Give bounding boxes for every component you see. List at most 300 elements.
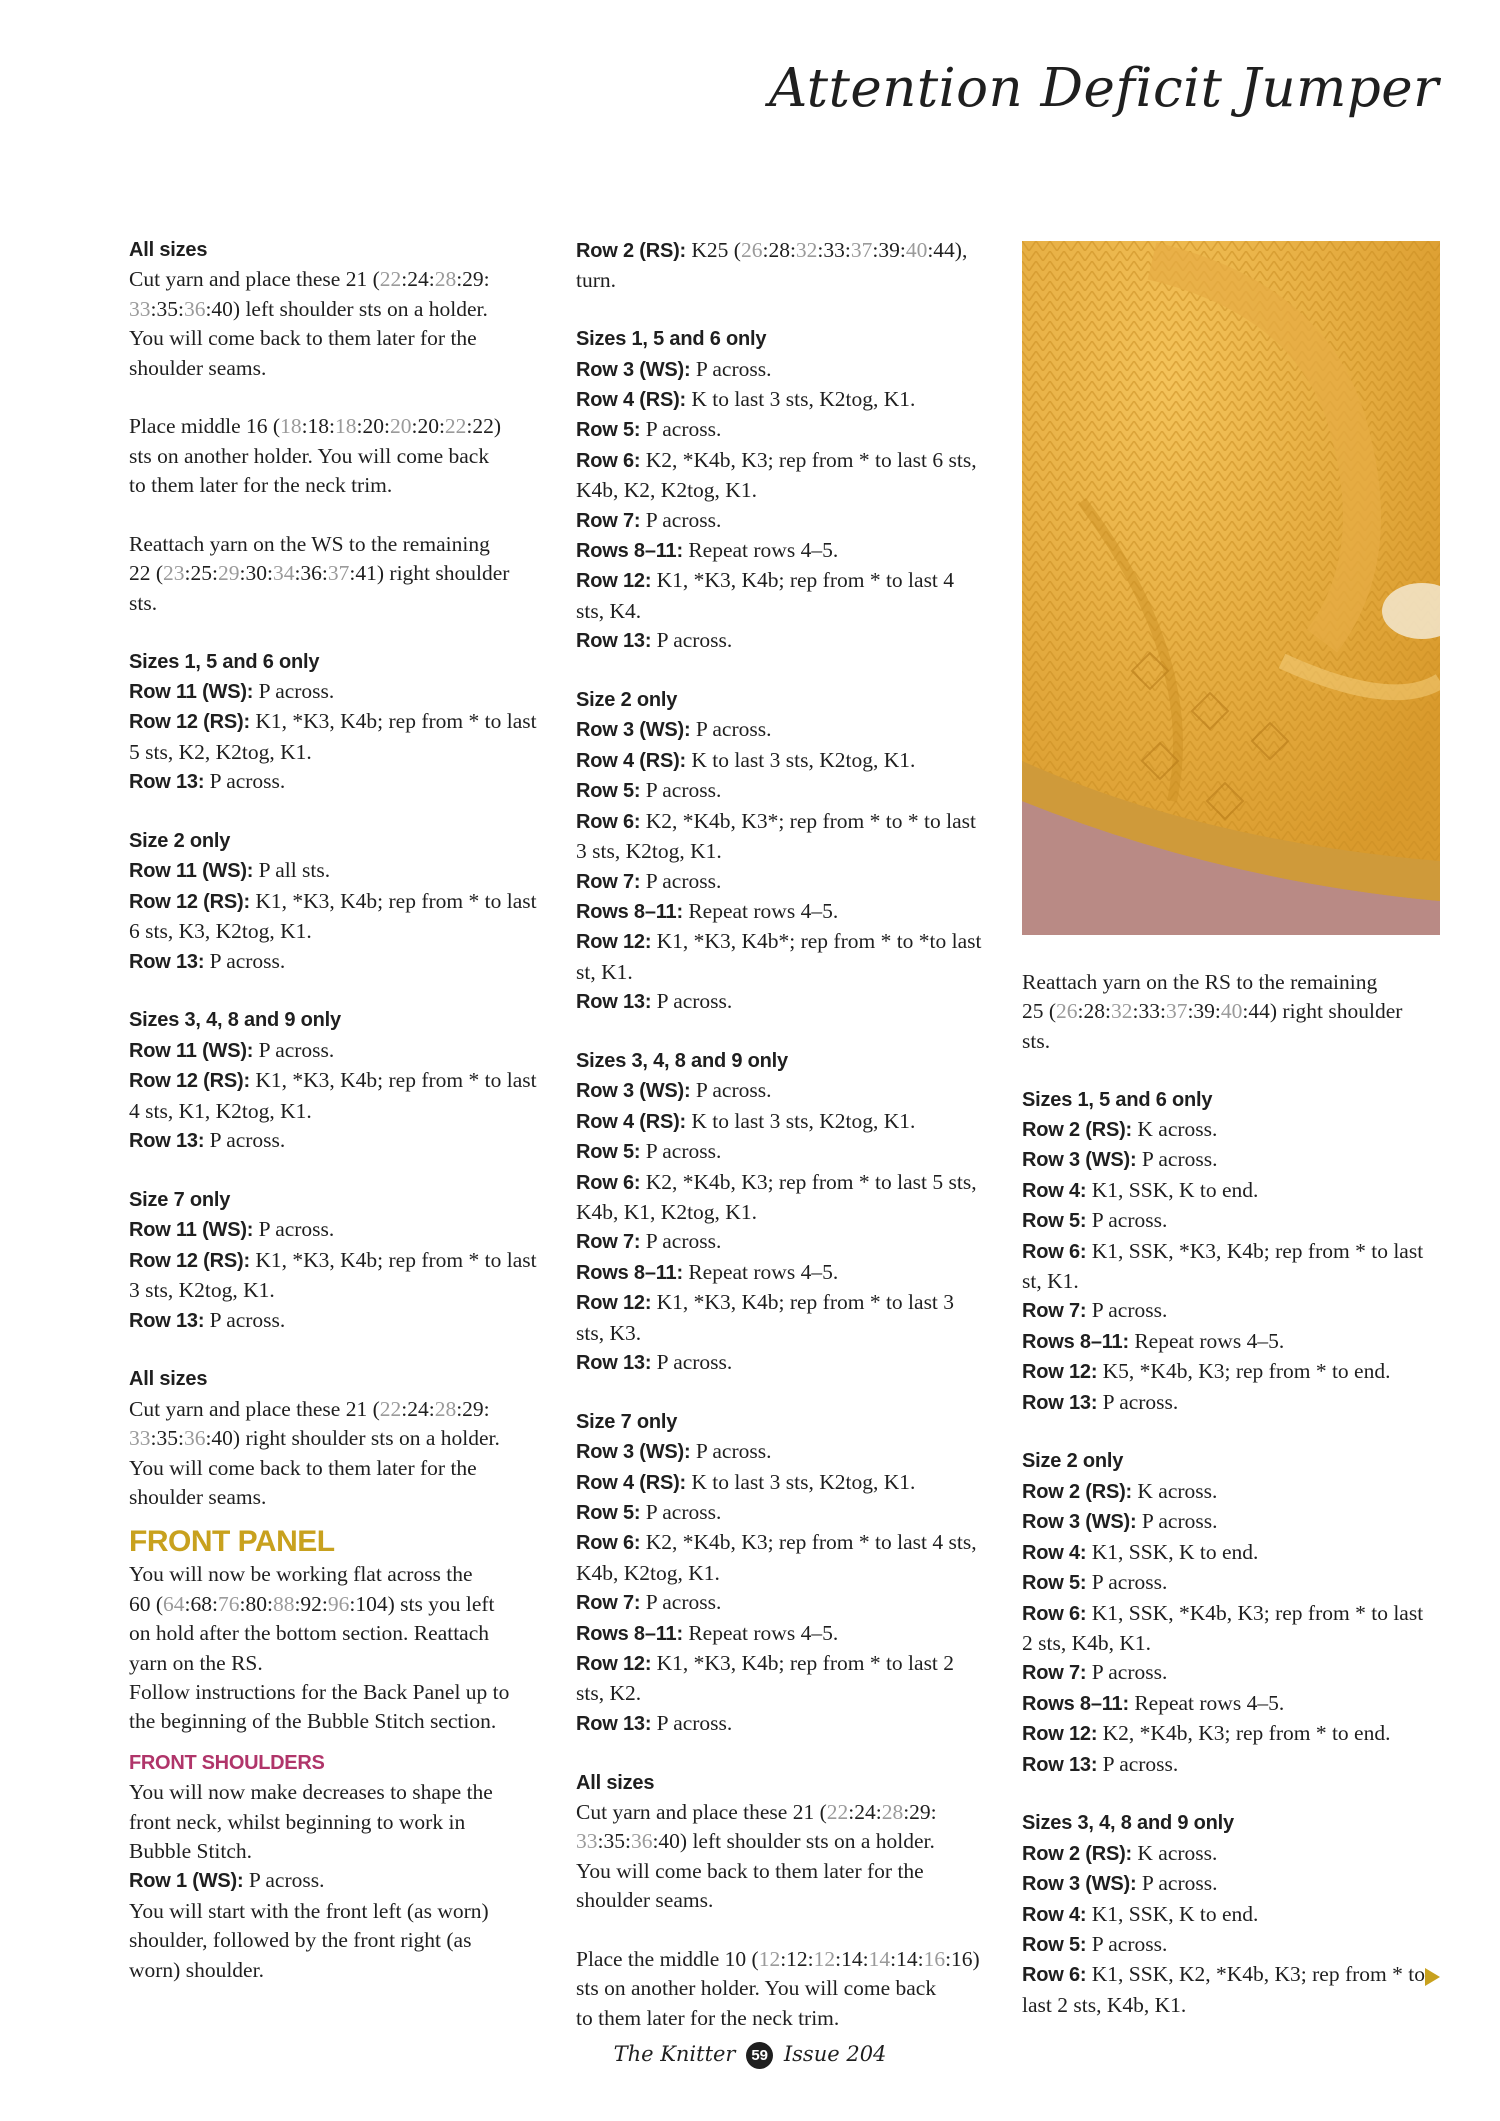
row-label: Row 13:	[576, 1351, 652, 1374]
instruction-text: P across.	[204, 769, 286, 794]
pattern-line	[576, 1559, 1006, 1588]
pattern-block	[576, 1408, 1006, 1739]
page-title: Attention Deficit Jumper	[768, 58, 1439, 119]
pattern-line	[1022, 1568, 1452, 1598]
size-value: 33	[576, 1829, 598, 1854]
pattern-line	[129, 707, 559, 737]
pattern-line	[576, 2004, 1006, 2033]
instruction-text: 3 sts, K2tog, K1.	[576, 839, 722, 864]
size-heading: Sizes 1, 5 and 6 only	[1022, 1088, 1213, 1111]
pattern-line	[1022, 1719, 1452, 1749]
instruction-text: K4b, K2, K2tog, K1.	[576, 478, 757, 503]
row-label: Row 12 (RS):	[129, 711, 250, 734]
instruction-text: P across.	[1136, 1509, 1218, 1534]
row-label: Row 11 (WS):	[129, 1039, 254, 1062]
row-label: Row 3 (WS):	[576, 358, 691, 381]
pattern-line	[1022, 1869, 1452, 1899]
instruction-text: Repeat rows 4–5.	[682, 1620, 839, 1645]
pattern-line	[576, 1468, 1006, 1498]
row-label: Row 5:	[1022, 1933, 1087, 1956]
instruction-text: :24:	[401, 267, 435, 292]
instruction-text: You will come back to them later for the	[129, 1455, 477, 1480]
instruction-text: :18:	[301, 414, 336, 439]
pattern-line	[1022, 1900, 1452, 1930]
row-label: Rows 8–11:	[576, 540, 683, 563]
instruction-text: K to last 3 sts, K2tog, K1.	[686, 387, 916, 412]
instruction-text: :40) left shoulder sts on a holder.	[205, 296, 488, 321]
instruction-text: P across.	[640, 1590, 722, 1615]
pattern-line	[576, 1886, 1006, 1915]
instruction-text: P across.	[651, 1710, 733, 1735]
row-label: Row 13:	[129, 771, 205, 794]
size-value: 26	[740, 238, 763, 262]
pattern-line	[576, 597, 1006, 626]
instruction-text: K2, *K4b, K3; rep from * to end.	[1097, 1721, 1391, 1746]
instruction-text: P across.	[1086, 1570, 1168, 1595]
instruction-text: sts.	[1022, 1028, 1051, 1053]
instruction-text: Reattach yarn on the WS to the remaining	[129, 532, 490, 557]
pattern-line	[576, 1498, 1006, 1528]
row-label: Row 13:	[129, 1309, 205, 1332]
size-value: 96	[327, 1591, 350, 1616]
row-label: Row 4 (RS):	[576, 749, 687, 772]
instruction-text: :44) right shoulder	[1242, 999, 1403, 1024]
pattern-block	[576, 325, 1006, 656]
pattern-line	[576, 1168, 1006, 1198]
row-label: Row 12:	[1022, 1723, 1098, 1746]
instruction-text: 22 (	[129, 561, 164, 586]
row-label: Row 6:	[576, 449, 641, 472]
instruction-text: P across.	[640, 868, 722, 893]
size-value: 16	[923, 1947, 946, 1972]
instruction-text: shoulder seams.	[129, 1484, 267, 1509]
size-value: 14	[868, 1947, 891, 1972]
instruction-text: Place middle 16 (	[129, 414, 281, 439]
pattern-line	[576, 807, 1006, 837]
size-heading: Sizes 3, 4, 8 and 9 only	[1022, 1812, 1234, 1835]
size-value: 22	[444, 414, 467, 439]
row-label: Row 6:	[576, 1171, 641, 1194]
pattern-line	[129, 1395, 559, 1424]
pattern-line	[576, 1198, 1006, 1227]
pattern-line	[129, 947, 559, 977]
pattern-line	[129, 767, 559, 797]
row-label: Row 7:	[576, 509, 641, 532]
size-heading: Sizes 1, 5 and 6 only	[129, 650, 320, 673]
instruction-text: 60 (	[129, 1591, 164, 1616]
size-value: 36	[630, 1829, 653, 1854]
instruction-text: :16)	[945, 1947, 980, 1972]
size-value: 22	[826, 1800, 849, 1825]
instruction-text: :14:	[835, 1947, 869, 1972]
size-value: 22	[379, 267, 402, 292]
pattern-line	[129, 354, 559, 383]
instruction-text: :29:	[456, 1396, 490, 1421]
instruction-text: P across.	[690, 356, 772, 381]
row-label: Row 6:	[576, 1532, 641, 1555]
size-value: 29	[218, 561, 240, 586]
row-label: Row 5:	[576, 780, 641, 803]
instruction-text: P across.	[253, 679, 335, 704]
row-label: Row 4 (RS):	[576, 1110, 687, 1133]
pattern-line	[576, 355, 1006, 385]
instruction-text: Place the middle 10 (	[576, 1947, 759, 1972]
jumper-photo	[1022, 241, 1440, 935]
pattern-line	[576, 1709, 1006, 1739]
instruction-text: K2, *K4b, K3; rep from * to last 6 sts,	[640, 447, 977, 472]
instruction-text: Repeat rows 4–5.	[682, 1259, 839, 1284]
pattern-line	[129, 412, 559, 441]
pattern-line	[576, 1974, 1006, 2003]
instruction-text: Follow instructions for the Back Panel up to	[129, 1679, 510, 1704]
pattern-line	[129, 856, 559, 886]
instruction-text: K1, SSK, K to end.	[1086, 1539, 1259, 1564]
size-value: 26	[1056, 999, 1078, 1024]
instruction-text: :12:	[780, 1947, 814, 1972]
pattern-line	[1022, 1930, 1452, 1960]
pattern-line	[1022, 1115, 1452, 1145]
pattern-line	[129, 738, 559, 767]
row-label: Row 3 (WS):	[1022, 1873, 1137, 1896]
pattern-line	[576, 867, 1006, 897]
instruction-text: K2, *K4b, K3; rep from * to last 4 sts,	[640, 1530, 977, 1555]
instruction-text: K4b, K1, K2tog, K1.	[576, 1199, 757, 1224]
pattern-line	[1022, 1267, 1452, 1296]
instruction-text: P across.	[651, 1349, 733, 1374]
instruction-text: Repeat rows 4–5.	[682, 898, 839, 923]
row-label: Row 5:	[576, 419, 641, 442]
row-label: Row 6:	[1022, 1964, 1087, 1987]
pattern-line	[129, 442, 559, 471]
pattern-line	[1022, 1237, 1452, 1267]
instruction-text: P across.	[253, 1037, 335, 1062]
size-value: 36	[183, 296, 206, 321]
row-label: Row 6:	[1022, 1602, 1087, 1625]
instruction-text: Cut yarn and place these 21 (	[129, 267, 380, 292]
instruction-text: Reattach yarn on the RS to the remaining	[1022, 970, 1378, 994]
instruction-text: P across.	[1086, 1208, 1168, 1233]
pattern-block	[129, 1006, 559, 1156]
size-value: 37	[327, 561, 350, 586]
size-value: 18	[280, 414, 302, 439]
size-value: 76	[218, 1591, 240, 1616]
pattern-line	[129, 265, 559, 294]
pattern-line	[576, 715, 1006, 745]
instruction-text: :24:	[848, 1800, 882, 1825]
pattern-line	[1022, 1145, 1452, 1175]
size-value: 12	[758, 1947, 781, 1972]
pattern-line	[576, 958, 1006, 987]
page-footer	[0, 2042, 1500, 2069]
pattern-line	[129, 1897, 559, 1926]
row-label: Row 13:	[576, 1712, 652, 1735]
instruction-text: P across.	[651, 628, 733, 653]
instruction-text: :29:	[903, 1800, 937, 1825]
pattern-block	[129, 412, 559, 500]
pattern-line	[576, 536, 1006, 566]
pattern-line	[1022, 1027, 1452, 1056]
instruction-text: P across.	[1086, 1931, 1168, 1956]
pattern-line	[129, 559, 559, 588]
pattern-line	[1022, 1960, 1452, 1990]
pattern-block	[576, 236, 1006, 296]
instruction-text: last 2 sts, K4b, K1.	[1022, 1992, 1187, 2017]
instruction-text: K1, *K3, K4b; rep from * to last	[249, 1068, 537, 1093]
instruction-text: P across.	[1086, 1298, 1168, 1323]
instruction-text: P across.	[640, 507, 722, 532]
size-value: 40	[905, 238, 928, 262]
pattern-line	[576, 1649, 1006, 1679]
row-label: Row 12 (RS):	[129, 890, 250, 913]
instruction-text: P across.	[690, 1439, 772, 1464]
column-3	[1022, 968, 1452, 2050]
instruction-text: :104) sts you left	[349, 1591, 495, 1616]
row-label: Rows 8–11:	[1022, 1692, 1129, 1715]
pattern-line	[1022, 1689, 1452, 1719]
row-label: Row 12:	[576, 1653, 652, 1676]
row-label: Row 3 (WS):	[1022, 1149, 1137, 1172]
instruction-text: :20:	[356, 414, 390, 439]
pattern-line	[129, 1276, 559, 1305]
pattern-line	[576, 987, 1006, 1017]
instruction-text: K to last 3 sts, K2tog, K1.	[686, 1108, 916, 1133]
instruction-text: turn.	[576, 268, 617, 293]
pattern-line	[576, 1348, 1006, 1378]
row-label: Row 3 (WS):	[576, 719, 691, 742]
pattern-line	[576, 897, 1006, 927]
instruction-text: :14:	[890, 1947, 924, 1972]
instruction-text: K1, *K3, K4b; rep from * to last 2	[651, 1651, 955, 1676]
pattern-block	[129, 648, 559, 798]
size-heading: Size 7 only	[576, 1410, 678, 1433]
pattern-line	[129, 324, 559, 353]
pattern-line	[129, 1126, 559, 1156]
pattern-line	[576, 837, 1006, 866]
instruction-text: sts, K2.	[576, 1681, 642, 1706]
pattern-line	[129, 295, 559, 324]
instruction-text: K across.	[1132, 1840, 1218, 1865]
size-heading: All sizes	[129, 1368, 208, 1391]
size-value: 18	[335, 414, 357, 439]
row-label: Row 3 (WS):	[576, 1080, 691, 1103]
pattern-block	[1022, 1809, 1452, 2020]
instruction-text: You will now be working flat across the	[129, 1562, 473, 1587]
instruction-text: K1, *K3, K4b*; rep from * to *to last	[651, 929, 982, 954]
instruction-text: sts.	[129, 590, 158, 615]
pattern-line	[129, 1454, 559, 1483]
instruction-text: to them later for the neck trim.	[129, 473, 393, 498]
row-label: Row 4 (RS):	[576, 1471, 687, 1494]
instruction-text: P across.	[204, 948, 286, 973]
pattern-line	[129, 887, 559, 917]
instruction-text: :36:	[294, 561, 328, 586]
instruction-text: K1, SSK, K2, *K4b, K3; rep from * to	[1086, 1962, 1425, 1987]
instruction-text: K1, *K3, K4b; rep from * to last 3	[651, 1290, 955, 1315]
pattern-line	[576, 1107, 1006, 1137]
row-label: Row 13:	[576, 991, 652, 1014]
row-label: Row 2 (RS):	[1022, 1842, 1133, 1865]
pattern-line	[576, 1798, 1006, 1827]
size-value: 12	[813, 1947, 836, 1972]
instruction-text: 5 sts, K2, K2tog, K1.	[129, 739, 312, 764]
size-value: 28	[434, 267, 457, 292]
pattern-line	[129, 1036, 559, 1066]
instruction-text: :25:	[184, 561, 218, 586]
pattern-block	[129, 530, 559, 618]
size-heading: Size 7 only	[129, 1188, 231, 1211]
pattern-line	[129, 1246, 559, 1276]
row-label: Rows 8–11:	[1022, 1330, 1129, 1353]
instruction-text: K2, *K4b, K3*; rep from * to * to last	[640, 808, 976, 833]
row-label: Row 4 (RS):	[576, 389, 687, 412]
pattern-line	[576, 506, 1006, 536]
pattern-line	[576, 1288, 1006, 1318]
column-2	[576, 236, 1006, 2063]
pattern-line	[129, 1926, 559, 1955]
instruction-text: P across.	[690, 1078, 772, 1103]
row-label: Row 3 (WS):	[576, 1441, 691, 1464]
instruction-text: worn) shoulder.	[129, 1957, 264, 1982]
instruction-text: :29:	[456, 267, 490, 292]
pattern-line	[1022, 1839, 1452, 1869]
instruction-text: :28:	[1077, 999, 1111, 1024]
size-heading: All sizes	[129, 239, 208, 261]
size-value: 32	[1111, 999, 1133, 1024]
size-heading: All sizes	[576, 1771, 655, 1794]
row-label: Row 7:	[576, 870, 641, 893]
pattern-line	[576, 476, 1006, 505]
row-label: Row 11 (WS):	[129, 1219, 254, 1242]
row-label: Row 7:	[576, 1592, 641, 1615]
row-label: Row 7:	[1022, 1300, 1087, 1323]
size-value: 28	[434, 1396, 457, 1421]
instruction-text: shoulder seams.	[576, 1888, 714, 1913]
size-heading: Sizes 1, 5 and 6 only	[576, 328, 767, 351]
instruction-text: K1, *K3, K4b; rep from * to last 4	[651, 568, 955, 593]
instruction-text: Repeat rows 4–5.	[682, 538, 839, 563]
size-value: 33	[129, 1426, 151, 1451]
pattern-block	[576, 1769, 1006, 1916]
size-heading: Sizes 3, 4, 8 and 9 only	[576, 1049, 788, 1072]
size-value: 28	[881, 1800, 904, 1825]
instruction-text: K1, SSK, K to end.	[1086, 1177, 1259, 1202]
instruction-text: K to last 3 sts, K2tog, K1.	[686, 747, 916, 772]
row-label: Row 5:	[1022, 1572, 1087, 1595]
instruction-text: st, K1.	[1022, 1269, 1079, 1294]
page-number: 59	[746, 2042, 773, 2069]
size-value: 34	[272, 561, 295, 586]
instruction-text: :44),	[927, 238, 968, 262]
row-label: Row 6:	[1022, 1240, 1087, 1263]
instruction-text: K1, *K3, K4b; rep from * to last	[249, 709, 537, 734]
row-label: Row 12:	[576, 1292, 652, 1315]
row-label: Row 2 (RS):	[1022, 1119, 1133, 1142]
section-heading: FRONT PANEL	[129, 1525, 335, 1559]
instruction-text: yarn on the RS.	[129, 1650, 263, 1675]
instruction-text: P across.	[204, 1307, 286, 1332]
instruction-text: P across.	[1136, 1871, 1218, 1896]
pattern-line	[1022, 1599, 1452, 1629]
size-value: 37	[850, 238, 873, 262]
pattern-line	[129, 1808, 559, 1837]
instruction-text: P across.	[640, 1500, 722, 1524]
row-label: Row 13:	[1022, 1753, 1098, 1776]
instruction-text: P across.	[1086, 1660, 1168, 1685]
instruction-text: P across.	[690, 717, 772, 742]
instruction-text: :35:	[150, 1426, 184, 1451]
row-label: Rows 8–11:	[576, 900, 683, 923]
instruction-text: :20:	[411, 414, 445, 439]
row-label: Row 13:	[129, 950, 205, 973]
instruction-text: 25 (	[1022, 999, 1057, 1024]
row-label: Row 12 (RS):	[129, 1070, 250, 1093]
pattern-block	[129, 1365, 559, 1512]
row-label: Row 11 (WS):	[129, 860, 254, 883]
instruction-text: 4 sts, K1, K2tog, K1.	[129, 1098, 312, 1123]
pattern-line	[129, 1707, 559, 1736]
pattern-line	[576, 385, 1006, 415]
pattern-line	[576, 446, 1006, 476]
pattern-line	[576, 1945, 1006, 1974]
instruction-text: P across.	[1097, 1751, 1179, 1776]
pattern-line	[576, 1619, 1006, 1649]
pattern-line	[129, 1837, 559, 1866]
pattern-line	[129, 1215, 559, 1245]
pattern-block	[1022, 1447, 1452, 1779]
instruction-text: K2, *K4b, K3; rep from * to last 5 sts,	[640, 1169, 977, 1194]
sub-heading: FRONT SHOULDERS	[129, 1751, 325, 1774]
pattern-line	[129, 1097, 559, 1126]
instruction-text: shoulder seams.	[129, 355, 267, 380]
pattern-line	[576, 1827, 1006, 1856]
row-label: Row 11 (WS):	[129, 681, 254, 704]
instruction-text: P across.	[640, 417, 722, 442]
pattern-line	[129, 1866, 559, 1896]
instruction-text: P across.	[640, 1139, 722, 1164]
pattern-line	[576, 1679, 1006, 1708]
size-value: 40	[1220, 999, 1243, 1024]
knitted-jumper-image	[1022, 241, 1440, 935]
pattern-line	[576, 1258, 1006, 1288]
pattern-block	[1022, 968, 1452, 1056]
right-triangle-arrow-icon	[1425, 1968, 1440, 1986]
instruction-text: K1, SSK, *K4b, K3; rep from * to last	[1086, 1600, 1424, 1625]
pattern-line	[129, 917, 559, 946]
instruction-text: P across.	[1136, 1147, 1218, 1172]
instruction-text: st, K1.	[576, 959, 633, 984]
pattern-line	[1022, 968, 1452, 997]
pattern-line	[129, 1066, 559, 1096]
instruction-text: K4b, K2tog, K1.	[576, 1560, 720, 1585]
pattern-line	[129, 1649, 559, 1678]
pattern-block	[129, 236, 559, 383]
pattern-line	[1022, 1477, 1452, 1507]
pattern-line	[576, 927, 1006, 957]
instruction-text: You will start with the front left (as worn)	[129, 1898, 489, 1923]
instruction-text: Repeat rows 4–5.	[1128, 1328, 1285, 1353]
pattern-line	[1022, 1658, 1452, 1688]
size-heading: Sizes 3, 4, 8 and 9 only	[129, 1009, 341, 1032]
row-label: Row 4:	[1022, 1179, 1087, 1202]
pattern-line	[129, 1678, 559, 1707]
instruction-text: shoulder, followed by the front right (as	[129, 1928, 472, 1953]
pattern-line	[1022, 1357, 1452, 1387]
size-value: 88	[272, 1591, 295, 1616]
pattern-line	[1022, 997, 1452, 1026]
instruction-text: :92:	[294, 1591, 328, 1616]
instruction-text: P across.	[253, 1217, 335, 1242]
pattern-line	[576, 626, 1006, 656]
